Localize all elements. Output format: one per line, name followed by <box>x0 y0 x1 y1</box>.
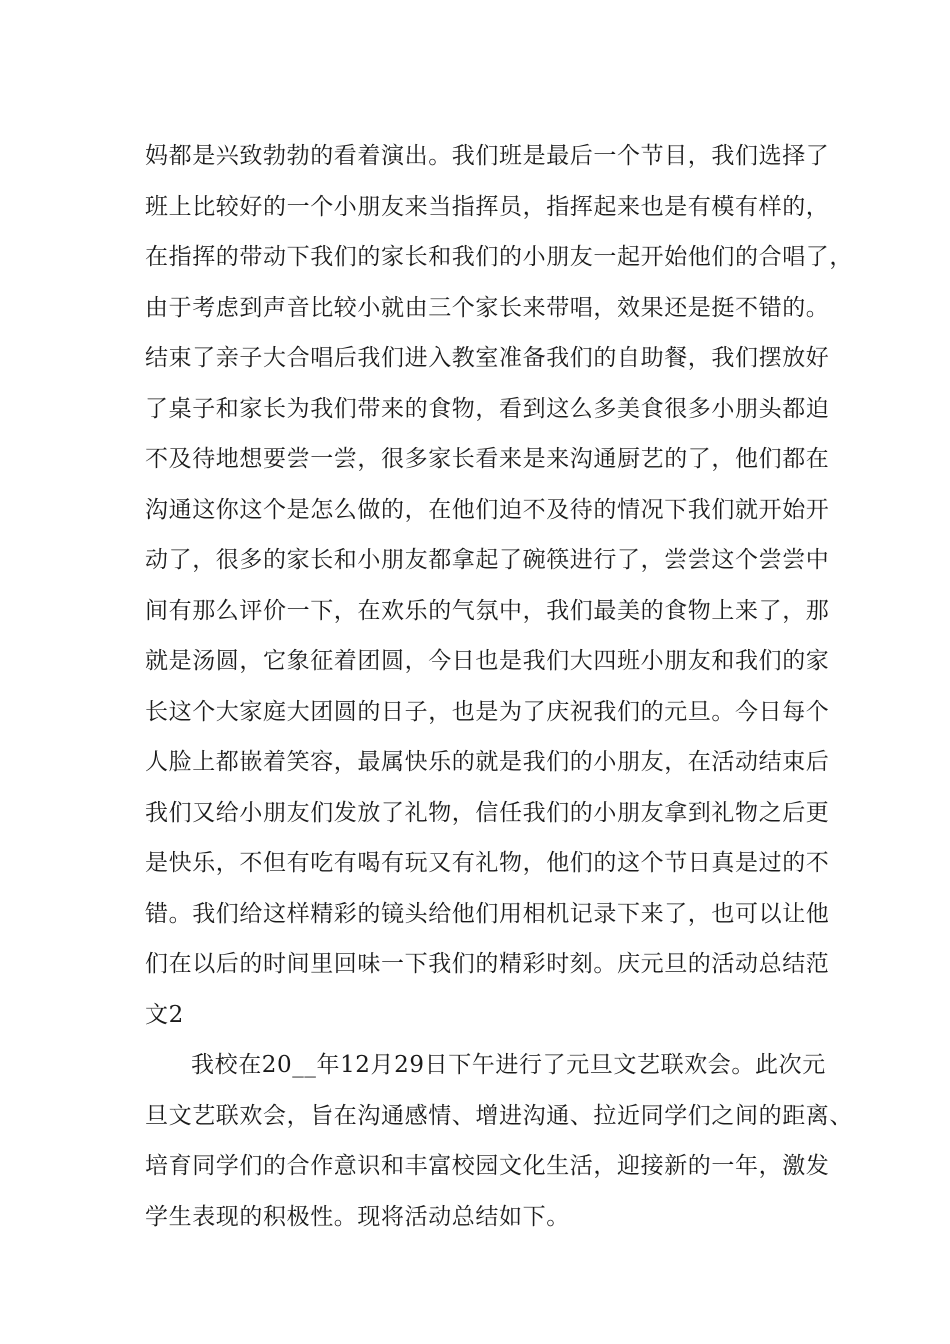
text-line: 旦文艺联欢会，旨在沟通感情、增进沟通、拉近同学们之间的距离、 <box>145 1102 853 1129</box>
text-line: 沟通这你这个是怎么做的，在他们迫不及待的情况下我们就开始开 <box>145 496 830 523</box>
text-line: 我们又给小朋友们发放了礼物，信任我们的小朋友拿到礼物之后更 <box>145 799 830 826</box>
text-line: 不及待地想要尝一尝，很多家长看来是来沟通厨艺的了，他们都在 <box>145 446 830 472</box>
text-line: 们在以后的时间里回味一下我们的精彩时刻。庆元旦的活动总结范 <box>145 951 830 977</box>
text-line: 长这个大家庭大团圆的日子，也是为了庆祝我们的元旦。今日每个 <box>145 698 830 725</box>
text-line: 错。我们给这样精彩的镜头给他们用相机记录下来了，也可以让他 <box>145 900 830 927</box>
text-line: 在指挥的带动下我们的家长和我们的小朋友一起开始他们的合唱了， <box>145 244 853 270</box>
text-line: 班上比较好的一个小朋友来当指挥员，指挥起来也是有模有样的， <box>145 193 830 220</box>
text-line: 由于考虑到声音比较小就由三个家长来带唱，效果还是挺不错的。 <box>145 294 830 321</box>
text-line: 培育同学们的合作意识和丰富校园文化生活，迎接新的一年，激发 <box>145 1153 830 1179</box>
text-line: 间有那么评价一下，在欢乐的气氛中，我们最美的食物上来了，那 <box>145 597 830 624</box>
body-text <box>145 131 853 1242</box>
text-line: 人脸上都嵌着笑容，最属快乐的就是我们的小朋友，在活动结束后 <box>145 749 830 775</box>
text-line: 妈都是兴致勃勃的看着演出。我们班是最后一个节目，我们选择了 <box>145 143 830 169</box>
paragraph-first-line: 我校在20__年12月29日下午进行了元旦文艺联欢会。此次元 <box>191 1052 826 1078</box>
text-line: 学生表现的积极性。现将活动总结如下。 <box>145 1203 570 1230</box>
text-line: 就是汤圆，它象征着团圆，今日也是我们大四班小朋友和我们的家 <box>145 648 830 674</box>
text-line: 动了，很多的家长和小朋友都拿起了碗筷进行了，尝尝这个尝尝中 <box>145 547 830 573</box>
text-line: 文2 <box>145 1001 184 1028</box>
text-line: 是快乐，不但有吃有喝有玩又有礼物，他们的这个节日真是过的不 <box>145 850 830 876</box>
text-line: 了桌子和家长为我们带来的食物，看到这么多美食很多小朋头都迫 <box>145 395 830 422</box>
text-line: 结束了亲子大合唱后我们进入教室准备我们的自助餐，我们摆放好 <box>145 345 830 371</box>
